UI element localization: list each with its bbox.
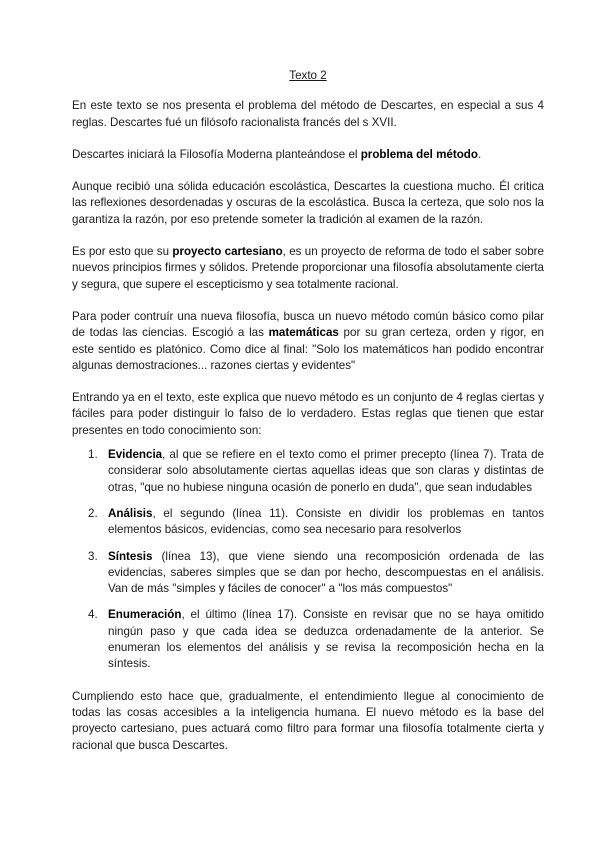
problem-del-metodo-bold: problema del método [360,147,478,161]
document-title: Texto 2 [289,69,327,82]
rule-name: Análisis [108,506,153,520]
paragraph-mathematics-post: por su gran certeza, orden y rigor, en este sentido es platónico. Como dice al final: "Solo los matemáticos han podido encontrar algunas demostraciones... razones ciertas y evidentes" [72,326,544,372]
rule-text: (línea 13), que viene siendo una recomposición ordenada de las evidencias, saberes simples que se dan por hecho, descompuestas en el análisis. Van de más "simples y fáciles de conocer" a "los más compuestos" [108,549,544,596]
rule-item-sintesis [72,549,544,598]
rule-number: 2. [88,506,98,520]
rule-item-analisis [72,506,544,539]
paragraph-mathematics-pre: Para poder contruír una nueva filosofía, busca un nuevo método común básico como pilar de todas las ciencias. Escogió a las [72,309,544,340]
rule-item-enumeracion [72,607,544,672]
rule-item-evidencia [72,447,544,496]
proyecto-cartesiano-bold: proyecto cartesiano [172,245,283,259]
rule-number: 3. [88,549,98,563]
paragraph-project [72,244,544,293]
paragraph-problem [72,147,544,163]
paragraph-rules-intro: Entrando ya en el texto, este explica que nuevo método es un conjunto de 4 reglas ciertas y fáciles para poder distinguir lo falso de lo verdadero. Estas reglas que tienen que estar presentes en todo conocimiento son: [72,391,544,437]
rule-name: Síntesis [108,549,153,563]
rule-text: , el segundo (línea 11). Consiste en dividir los problemas en tantos elementos básicos, evidencias, como sea necesario para resolverlos [108,506,544,537]
paragraph-problem-pre: Descartes iniciará la Filosofía Moderna planteándose el [72,147,361,161]
document-body [72,68,544,770]
paragraph-intro: En este texto se nos presenta el problema del método de Descartes, en especial a sus 4 reglas. Descartes fué un filósofo racionalista francés del s XVII. [72,99,544,129]
rule-text: , el último (línea 17). Consiste en revisar que no se haya omitido ningún paso y que cada idea se deduzca ordenadamente de la anterior. Se enumeran los elementos del análisis y se revisa la recomposición hecha en la síntesis. [108,608,544,671]
paragraph-problem-post: . [477,147,482,161]
rule-name: Evidencia [108,448,163,462]
rule-name: Enumeración [108,608,182,622]
paragraph-project-pre: Es por esto que su [72,245,173,259]
paragraph-conclusion: Cumpliendo esto hace que, gradualmente, el entendimiento llegue al conocimiento de todas las cosas accesibles a la inteligencia humana. El nuevo método es la base del proyecto cartesiano, pues actuará como filtro para formar una filosofía totalmente cierta y racional que busca Descartes. [72,689,544,752]
paragraph-education: Aunque recibió una sólida educación escolástica, Descartes la cuestiona mucho. Él critica las reflexiones desordenadas y oscuras de la escolástica. Busca la certeza, que solo nos la garantiza la razón, por eso pretende someter la tradición al examen de la razón. [72,180,544,226]
rule-text: , al que se refiere en el texto como el primer precepto (línea 7). Trata de considerar solo absolutamente ciertas aquellas ideas que son claras y distintas de otras, "que no hubiese ninguna ocasión de ponerlo en duda", que sean indudables [108,448,544,494]
matematicas-bold: matemáticas [268,326,339,340]
rule-number: 4. [88,608,98,622]
paragraph-project-post: , es un proyecto de reforma de todo el saber sobre nuevos principios firmes y sólidos. Pretende proporcionar una filosofía absolutamente cierta y segura, que supere el escepticismo y sea totalmente racional. [72,245,544,291]
rule-number: 1. [88,448,98,462]
paragraph-mathematics [72,309,544,374]
rules-list [72,447,544,673]
